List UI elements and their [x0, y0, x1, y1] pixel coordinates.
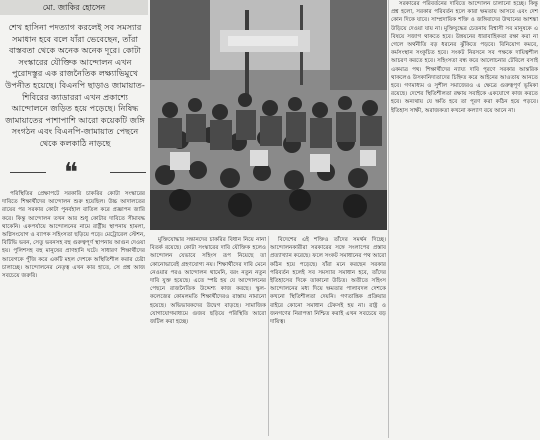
- pull-quote: শেখ হাসিনা পদত্যাগ করলেই সব সমস্যার সমাধান হবে বলে যাঁরা ভেবেছেন, তাঁরা বাস্তবতা থেকে অনেক অনেক দূরে। কোটা সংস্কারের যৌক্তিক আন্দোলন এখন পুরোদস্তুর এক রাজনৈতিক লক্ষ্যাভিমুখে উপনীত হয়েছে। বিএনপি ছাড়াও জামায়াত-শিবিরের ক্যাডাররা এখন প্রকাশ্যে আন্দোলনে জড়িত হয়ে পড়েছে। নিষিদ্ধ জামায়াতের পাশাপাশি আরো কয়েকটি জঙ্গি সংগঠন এবং বিএনপি-জামায়াত পেছনে থেকে কলকাঠি নাড়ছে: [5, 22, 145, 148]
- article-text: বিদেশের এই শক্তিও তাঁদের সমর্থন দিচ্ছে। আন্দোলনকারীরা সরকারের সঙ্গে সংলাপের প্রস্তাব প্রত্যাখ্যান করেছে। ফলে সংকট সমাধানের পথ আরো কঠিন হয়ে পড়েছে। যাঁরা মনে করছেন সরকার পরিবর্তন হলেই সব সমস্যার সমাধান হবে, তাঁদের ইতিহাসের দিকে তাকানো উচিত। অতীতে সহিংস আন্দোলনের মধ্য দিয়ে ক্ষমতার পালাবদল দেশকে কখনো স্থিতিশীলতা দেয়নি। গণতান্ত্রিক প্রক্রিয়ার বাইরে কোনো সমাধান টেকসই হয় না। রাষ্ট্র ও জনগণের নিরাপত্তা নিশ্চিত করাই এখন সবচেয়ে বড় দায়িত্ব।: [270, 237, 386, 326]
- column-divider: [388, 0, 389, 438]
- pull-quote-rule-right: [110, 172, 146, 173]
- pull-quote-rule-left: [10, 172, 46, 173]
- author-byline: মো. জাকির হোসেন: [0, 0, 148, 15]
- article-column-middle-2: [270, 236, 386, 438]
- protest-crowd-image: [150, 0, 387, 230]
- article-column-left: [2, 190, 145, 438]
- quote-mark-icon: ❝: [64, 158, 78, 188]
- article-text: মুক্তিযোদ্ধার সন্তানদের চাকরির বিধান নিয়ে নানা বিতর্ক রয়েছে। কোটা সংস্কারের দাবি যৌক্তিক হলেও আন্দোলন যেভাবে সহিংস রূপ নিয়েছে তা কোনোভাবেই গ্রহণযোগ্য নয়। শিক্ষার্থীদের দাবি মেনে নেওয়ার পরও আন্দোলন থামেনি, বরং নতুন নতুন দাবি যুক্ত হয়েছে। এতে স্পষ্ট হয় যে আন্দোলনের পেছনে রাজনৈতিক উদ্দেশ্য কাজ করছে। স্কুল-কলেজের কোমলমতি শিক্ষার্থীদেরও রাস্তায় নামানো হয়েছে। অভিভাবকদের উদ্বেগ বাড়ছে। সামাজিক যোগাযোগমাধ্যমে গুজব ছড়িয়ে পরিস্থিতি আরো জটিল করা হচ্ছে।: [150, 237, 266, 326]
- article-column-middle-1: [150, 236, 266, 438]
- protest-photo: [150, 0, 387, 230]
- article-text: পরিস্থিতির প্রেক্ষাপটে সরকারি চাকরির কোটা সংস্কারের দাবিতে শিক্ষার্থীদের আন্দোলন শুরু হয়েছিল। উচ্চ আদালতের রায়ের পর সরকার কোটা পুনর্বহাল বাতিল করে প্রজ্ঞাপন জারি করে। কিন্তু আন্দোলন তখন আর শুধু কোটার দাবিতে সীমাবদ্ধ থাকেনি। একপর্যায়ে আন্দোলনের নামে রাষ্ট্রীয় স্থাপনায় হামলা, অগ্নিসংযোগ ও ব্যাপক সহিংসতা ছড়িয়ে পড়ে। মেট্রোরেল স্টেশন, বিটিভি ভবন, সেতু ভবনসহ বহু গুরুত্বপূর্ণ স্থাপনায় আগুন দেওয়া হয়। পুলিশসহ বহু মানুষের প্রাণহানি ঘটে। সাধারণ শিক্ষার্থীদের আবেগকে পুঁজি করে একটি মহল দেশকে অস্থিতিশীল করার চেষ্টা চালাচ্ছে। আন্দোলনের নেতৃত্ব এখন কার হাতে, সে প্রশ্ন আজ সবচেয়ে জরুরি।: [2, 191, 145, 280]
- article-text: সরকারের পরিবর্তনের দাবিতে আন্দোলন চালানো হচ্ছে। কিন্তু প্রশ্ন হলো, সরকার পরিবর্তন হলে কারা ক্ষমতায় আসবে এবং দেশ কোন দিকে যাবে। সাম্প্রদায়িক শক্তি ও জঙ্গিবাদের উত্থানের আশঙ্কা উড়িয়ে দেওয়া যায় না। মুক্তিযুদ্ধের চেতনায় বিশ্বাসী সব মানুষকে এ বিষয়ে সজাগ থাকতে হবে। উন্নয়নের ধারাবাহিকতা রক্ষা করা না গেলে অর্থনীতি বড় ধরনের ঝুঁকিতে পড়বে। বিনিয়োগ কমবে, কর্মসংস্থান সংকুচিত হবে। সংকট নিরসনে সব পক্ষকে দায়িত্বশীল আচরণ করতে হবে। সহিংসতা বন্ধ করে আলোচনার টেবিলে বসাই একমাত্র পথ। শিক্ষার্থীদের ন্যায্য দাবি পূরণে সরকার আন্তরিক থাকলেও উসকানিদাতাদের চিহ্নিত করে আইনের আওতায় আনতে হবে। গণমাধ্যম ও সুশীল সমাজেরও এ ক্ষেত্রে গুরুত্বপূর্ণ ভূমিকা রয়েছে। দেশের স্থিতিশীলতা রক্ষায় সবাইকে একযোগে কাজ করতে হবে। অন্যথায় যে ক্ষতি হবে তা পূরণ করা কঠিন হয়ে পড়বে। ইতিহাস সাক্ষী, অরাজকতা কখনো কল্যাণ বয়ে আনে না।: [391, 1, 538, 114]
- article-column-right: [391, 0, 538, 438]
- column-divider: [268, 236, 269, 436]
